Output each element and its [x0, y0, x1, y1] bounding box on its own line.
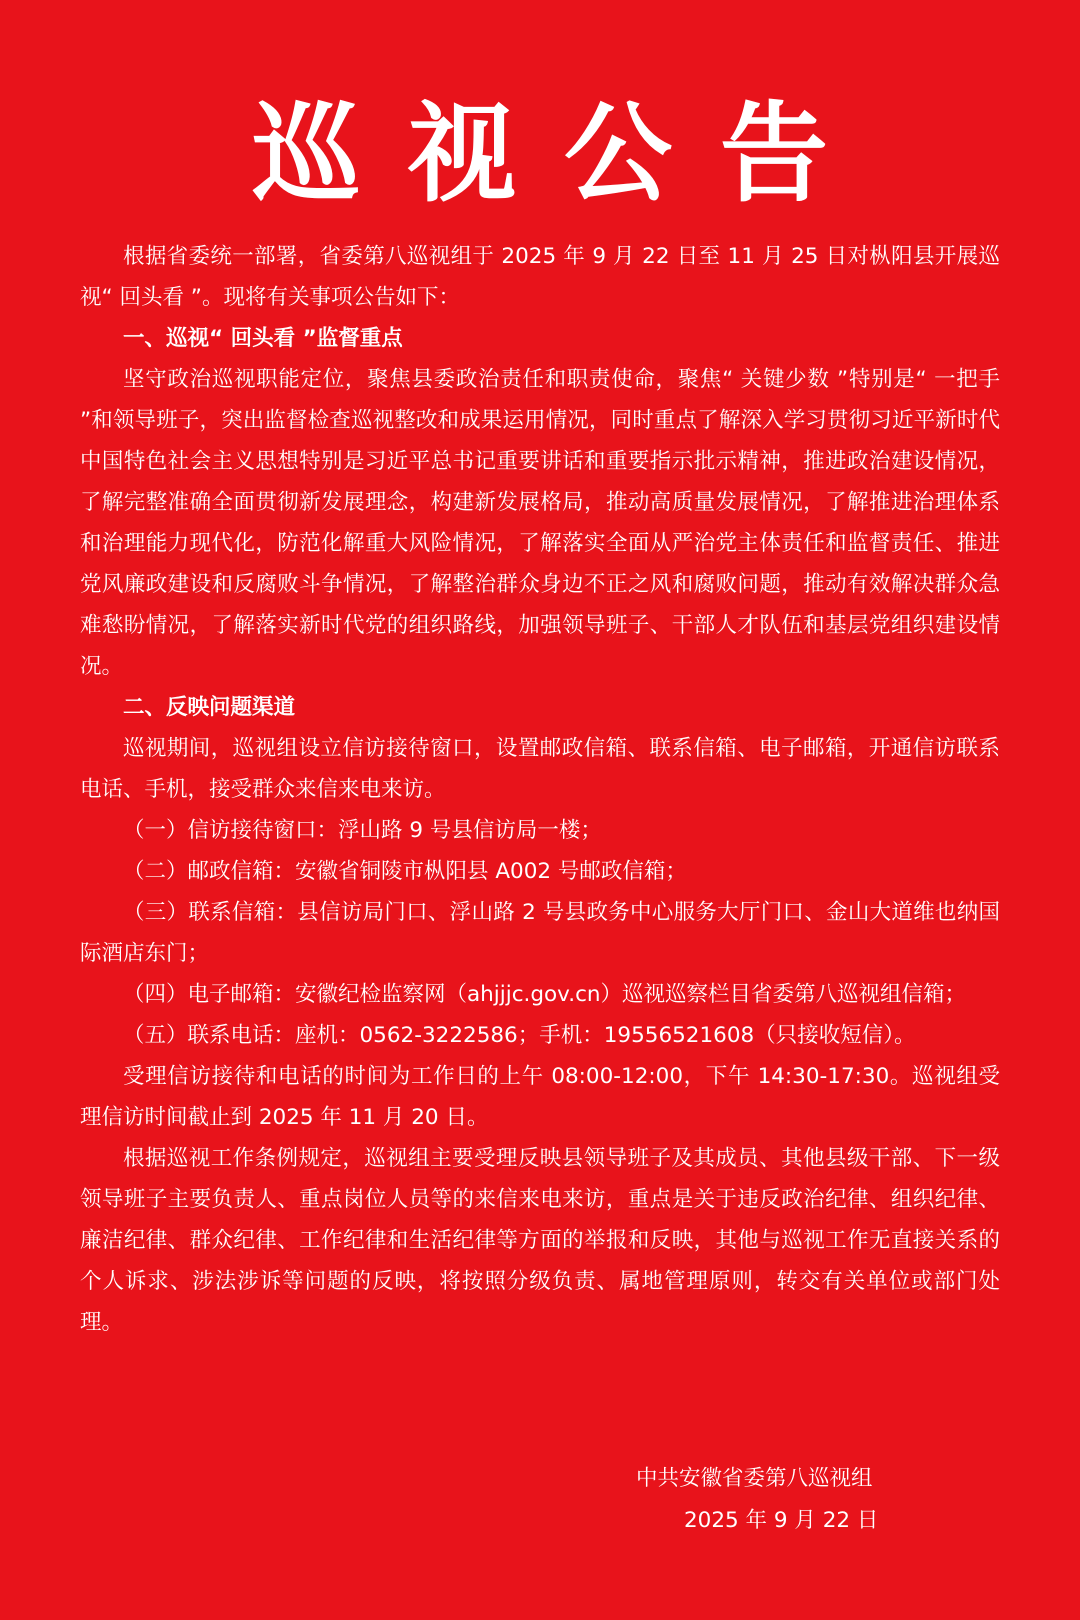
- signature-block: [80, 1458, 1000, 1542]
- scope-paragraph: 根据巡视工作条例规定，巡视组主要受理反映县领导班子及其成员、其他县级干部、下一级领导班子主要负责人、重点岗位人员等的来信来电来访，重点是关于违反政治纪律、组织纪律、廉洁纪律、群众纪律、工作纪律和生活纪律等方面的举报和反映，其他与巡视工作无直接关系的个人诉求、涉法涉诉等问题的反映，将按照分级负责、属地管理原则，转交有关单位或部门处理。: [80, 1146, 1000, 1335]
- channel-item-mailbox: （三）联系信箱：县信访局门口、浮山路 2 号县政务中心服务大厅门口、金山大道维也纳国际酒店东门；: [80, 900, 1000, 966]
- channel-item-email: （四）电子邮箱：安徽纪检监察网（ahjjjc.gov.cn）巡视巡察栏目省委第八巡视组信箱；: [123, 982, 967, 1007]
- office-hours-paragraph: 受理信访接待和电话的时间为工作日的上午 08:00-12:00，下午 14:30-17:30。巡视组受理信访时间截止到 2025 年 11 月 20 日。: [80, 1064, 1000, 1130]
- section1-paragraph: 坚守政治巡视职能定位，聚焦县委政治责任和职责使命，聚焦“ 关键少数 ”特别是“ 一把手 ”和领导班子，突出监督检查巡视整改和成果运用情况，同时重点了解深入学习贯彻习近平新时代中国特色社会主义思想特别是习近平总书记重要讲话和重要指示批示精神，推进政治建设情况，了解完整准确全面贯彻新发展理念，构建新发展格局，推动高质量发展情况，了解推进治理体系和治理能力现代化，防范化解重大风险情况，了解落实全面从严治党主体责任和监督责任、推进党风廉政建设和反腐败斗争情况，了解整治群众身边不正之风和腐败问题，推动有效解决群众急难愁盼情况，了解落实新时代党的组织路线，加强领导班子、干部人才队伍和基层党组织建设情况。: [80, 367, 1000, 679]
- section2-paragraph: 巡视期间，巡视组设立信访接待窗口，设置邮政信箱、联系信箱、电子邮箱，开通信访联系电话、手机，接受群众来信来电来访。: [80, 736, 1000, 802]
- channel-item-phone: （五）联系电话：座机：0562-3222586；手机：19556521608（只接收短信）。: [123, 1023, 916, 1048]
- signature-org: 中共安徽省委第八巡视组: [636, 1466, 873, 1491]
- channel-item-window: （一）信访接待窗口：浮山路 9 号县信访局一楼；: [123, 818, 602, 843]
- section2-heading: 二、反映问题渠道: [123, 695, 296, 720]
- section1-heading: 一、巡视“ 回头看 ”监督重点: [123, 326, 403, 351]
- intro-paragraph: 根据省委统一部署，省委第八巡视组于 2025 年 9 月 22 日至 11 月 25 日对枞阳县开展巡视“ 回头看 ”。现将有关事项公告如下：: [80, 244, 1000, 310]
- signature-date: 2025 年 9 月 22 日: [684, 1508, 879, 1533]
- page-title: 巡视公告: [251, 92, 876, 217]
- channel-item-postbox: （二）邮政信箱：安徽省铜陵市枞阳县 A002 号邮政信箱；: [123, 859, 687, 884]
- announcement-body: [80, 236, 1000, 1343]
